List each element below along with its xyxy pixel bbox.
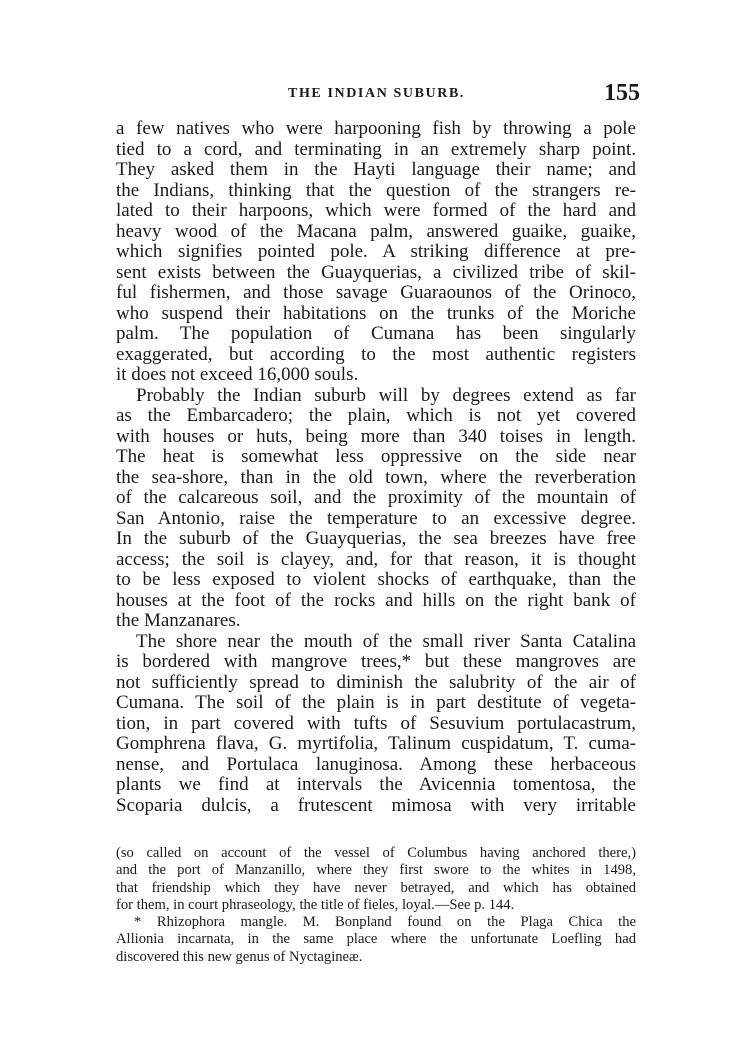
- body-line: heavy wood of the Macana palm, answered guaike, guaike,: [116, 220, 636, 242]
- body-line: The heat is somewhat less oppressive on the side near: [116, 446, 636, 467]
- body-line: access; the soil is clayey, and, for that reason, it is thought: [116, 548, 636, 570]
- body-line: a few natives who were harpooning fish by throwing a pole: [116, 118, 636, 139]
- body-line: the Manzanares.: [116, 610, 241, 631]
- body-line: sent exists between the Guayquerias, a civilized tribe of skil-: [116, 261, 636, 283]
- body-line: which signifies pointed pole. A striking difference at pre-: [116, 241, 636, 262]
- body-line: Scoparia dulcis, a frutescent mimosa with very irritable: [116, 794, 636, 816]
- body-line: Gomphrena flava, G. myrtifolia, Talinum cuspidatum, T. cuma-: [116, 733, 636, 754]
- footnote-line: * Rhizophora mangle. M. Bonpland found on the Plaga Chica the: [134, 914, 636, 931]
- footnote-line: discovered this new genus of Nyctagineæ.: [116, 948, 363, 965]
- body-line: The shore near the mouth of the small river Santa Catalina: [136, 630, 636, 652]
- footnote-line: that friendship which they have never betrayed, and which has obtained: [116, 879, 636, 896]
- body-line: who suspend their habitations on the trunks of the Moriche: [116, 302, 636, 324]
- body-line: is bordered with mangrove trees,* but these mangroves are: [116, 651, 636, 672]
- footnote-line: Allionia incarnata, in the same place where the unfortunate Loefling had: [116, 931, 636, 948]
- body-line: tion, in part covered with tufts of Sesuvium portulacastrum,: [116, 712, 636, 734]
- body-line: plants we find at intervals the Avicennia tomentosa, the: [116, 774, 636, 795]
- body-line: the sea-shore, than in the old town, where the reverberation: [116, 466, 636, 488]
- body-line: nense, and Portulaca lanuginosa. Among these herbaceous: [116, 753, 636, 775]
- page-number: 155: [604, 80, 640, 106]
- body-text: [116, 119, 636, 816]
- body-line: it does not exceed 16,000 souls.: [116, 364, 359, 385]
- body-line: lated to their harpoons, which were formed of the hard and: [116, 200, 636, 221]
- body-line: to be less exposed to violent shocks of earthquake, than the: [116, 569, 636, 590]
- body-line: houses at the foot of the rocks and hills on the right bank of: [116, 589, 636, 611]
- body-line: with houses or huts, being more than 340 toises in length.: [116, 425, 636, 447]
- body-line: San Antonio, raise the temperature to an excessive degree.: [116, 507, 636, 529]
- running-head: [110, 80, 640, 110]
- body-line: They asked them in the Hayti language their name; and: [116, 159, 636, 180]
- body-line: as the Embarcadero; the plain, which is not yet covered: [116, 405, 636, 426]
- body-line: ful fishermen, and those savage Guaraounos of the Orinoco,: [116, 282, 636, 303]
- body-line: not sufficiently spread to diminish the salubrity of the air of: [116, 671, 636, 693]
- body-line: Cumana. The soil of the plain is in part destitute of vegeta-: [116, 692, 636, 713]
- footnote-line: for them, in court phraseology, the title of fieles, loyal.—See p. 144.: [116, 896, 515, 913]
- body-line: the Indians, thinking that the question of the strangers re-: [116, 179, 636, 201]
- footnote-line: (so called on account of the vessel of Columbus having anchored there,): [116, 845, 636, 861]
- footnotes: [116, 845, 636, 966]
- body-line: exaggerated, but according to the most authentic registers: [116, 343, 636, 365]
- body-line: In the suburb of the Guayquerias, the sea breezes have free: [116, 528, 636, 549]
- body-line: Probably the Indian suburb will by degrees extend as far: [136, 384, 636, 406]
- footnote-line: and the port of Manzanillo, where they first swore to the whites in 1498,: [116, 862, 636, 879]
- running-title: THE INDIAN SUBURB.: [288, 86, 465, 101]
- body-line: of the calcareous soil, and the proximity of the mountain of: [116, 487, 636, 508]
- body-line: palm. The population of Cumana has been singularly: [116, 323, 636, 344]
- body-line: tied to a cord, and terminating in an extremely sharp point.: [116, 138, 636, 160]
